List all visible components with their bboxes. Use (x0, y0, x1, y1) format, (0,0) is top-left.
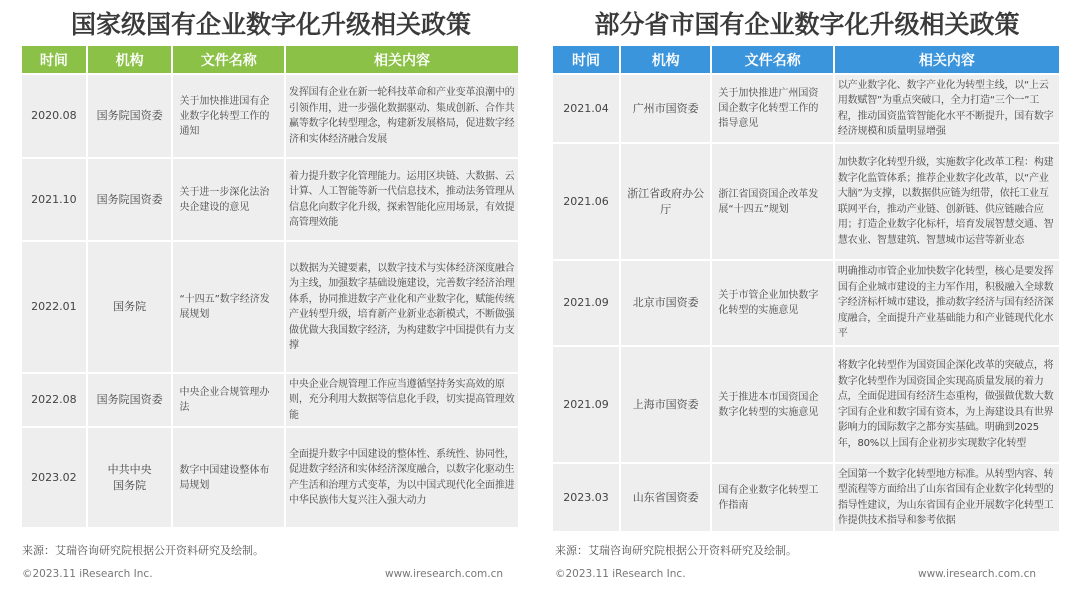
table-row (22, 75, 518, 157)
cell-org: 浙江省政府办公厅 (621, 144, 710, 259)
cell-time: 2023.03 (553, 464, 619, 531)
website-link[interactable]: www.iresearch.com.cn (385, 568, 504, 580)
source-note: 来源：艾瑞咨询研究院根据公开资料研究及绘制。 (555, 544, 797, 557)
cell-org: 国务院国资委 (88, 374, 172, 426)
source-note: 来源：艾瑞咨询研究院根据公开资料研究及绘制。 (22, 544, 264, 557)
cell-time: 2021.06 (553, 144, 619, 259)
website-link[interactable]: www.iresearch.com.cn (918, 568, 1037, 580)
cell-content: 着力提升数字化管理能力。运用区块链、大数据、云计算、人工智能等新一代信息技术，推动法务管理从信息化向数字化升级，探索智能化应用场景，有效提高管理效能 (286, 159, 518, 240)
cell-org: 国务院 (88, 242, 172, 372)
cell-time: 2021.04 (553, 75, 619, 142)
cell-doc: 浙江省国资国企改革发展“十四五”规划 (712, 144, 832, 259)
cell-time: 2022.08 (22, 374, 86, 426)
header-org: 机构 (88, 46, 172, 73)
cell-content: 全国第一个数字化转型地方标准。从转型内容、转型流程等方面给出了山东省国有企业数字化转型的指导性建议，为山东省国有企业开展数字化转型工作提供技术指导和参考依据 (835, 464, 1059, 531)
header-time: 时间 (553, 46, 619, 73)
cell-doc: 关于进一步深化法治央企建设的意见 (173, 159, 284, 240)
cell-doc: 关于市管企业加快数字化转型的实施意见 (712, 261, 832, 345)
header-doc: 文件名称 (173, 46, 284, 73)
national-policy-panel (22, 0, 520, 529)
cell-org: 国务院国资委 (88, 75, 172, 157)
header-doc: 文件名称 (712, 46, 832, 73)
table-row (553, 347, 1059, 462)
cell-time: 2022.01 (22, 242, 86, 372)
cell-doc: 中央企业合规管理办法 (173, 374, 284, 426)
table-row (22, 374, 518, 426)
table-row (553, 464, 1059, 531)
table-header-row (553, 46, 1059, 73)
cell-time: 2020.08 (22, 75, 86, 157)
cell-org: 北京市国资委 (621, 261, 710, 345)
cell-org: 中共中央 国务院 (88, 428, 172, 527)
cell-doc: “十四五”数字经济发展规划 (173, 242, 284, 372)
header-org: 机构 (621, 46, 710, 73)
table-row (553, 261, 1059, 345)
provincial-policy-panel (553, 0, 1061, 533)
header-content: 相关内容 (286, 46, 518, 73)
cell-org: 山东省国资委 (621, 464, 710, 531)
table-row (553, 144, 1059, 259)
cell-content: 明确推动市管企业加快数字化转型，核心是要发挥国有企业城市建设的主力军作用，积极融入全球数字经济标杆城市建设，推动数字经济与国有经济深度融合，全面提升产业基础能力和产业链现代化水平 (835, 261, 1059, 345)
national-policy-table (20, 44, 520, 529)
provincial-policy-table (551, 44, 1061, 533)
cell-content: 全面提升数字中国建设的整体性、系统性、协同性，促进数字经济和实体经济深度融合，以数字化驱动生产生活和治理方式变革，为以中国式现代化全面推进中华民族伟大复兴注入强大动力 (286, 428, 518, 527)
table-header-row (22, 46, 518, 73)
cell-time: 2021.09 (553, 347, 619, 462)
cell-content: 加快数字化转型升级，实施数字化改革工程：构建数字化监管体系；推荐企业数字化改革，以“产业大脑”为支撑，以数据供应链为纽带，依托工业互联网平台，推动产业链、创新链、供应链融合应用；打造企业数字化标杆，培育发展智慧交通、智慧农业、智慧建筑、智慧城市运营等新业态 (835, 144, 1059, 259)
cell-org: 国务院国资委 (88, 159, 172, 240)
table-row (553, 75, 1059, 142)
cell-content: 中央企业合规管理工作应当遵循坚持务实高效的原则，充分利用大数据等信息化手段，切实提高管理效能 (286, 374, 518, 426)
table-row (22, 242, 518, 372)
cell-doc: 数字中国建设整体布局规划 (173, 428, 284, 527)
cell-doc: 关于推进本市国资国企数字化转型的实施意见 (712, 347, 832, 462)
copyright: ©2023.11 iResearch Inc. (555, 568, 686, 580)
cell-doc: 关于加快推进国有企业数字化转型工作的通知 (173, 75, 284, 157)
cell-content: 以产业数字化、数字产业化为转型主线，以“上云用数赋智”为重点突破口，全力打造“三个一”工程，推动国资监管智能化水平不断提升，国有数字经济规模和质量明显增强 (835, 75, 1059, 142)
cell-time: 2021.10 (22, 159, 86, 240)
cell-doc: 关于加快推进广州国资国企数字化转型工作的指导意见 (712, 75, 832, 142)
cell-content: 以数据为关键要素，以数字技术与实体经济深度融合为主线，加强数字基础设施建设，完善数字经济治理体系，协同推进数字产业化和产业数字化，赋能传统产业转型升级，培育新产业新业态新模式，不断做强做优做大我国数字经济，为构建数字中国提供有力支撑 (286, 242, 518, 372)
cell-time: 2023.02 (22, 428, 86, 527)
cell-org: 上海市国资委 (621, 347, 710, 462)
copyright: ©2023.11 iResearch Inc. (22, 568, 153, 580)
cell-content: 发挥国有企业在新一轮科技革命和产业变革浪潮中的引领作用，进一步强化数据驱动、集成创新、合作共赢等数字化转型理念，构建新发展格局，促进数字经济和实体经济融合发展 (286, 75, 518, 157)
cell-org: 广州市国资委 (621, 75, 710, 142)
cell-time: 2021.09 (553, 261, 619, 345)
header-time: 时间 (22, 46, 86, 73)
panel-title: 国家级国有企业数字化升级相关政策 (70, 10, 471, 39)
header-content: 相关内容 (835, 46, 1059, 73)
table-row (22, 428, 518, 527)
cell-content: 将数字化转型作为国资国企深化改革的突破点，将数字化转型作为国资国企实现高质量发展的着力点，全面促进国有经济生态重构，做强做优数大数字国有企业和数字国有资本，为上海建设具有世界影响力的国际数字之都夯实基础。明确到2025年，80%以上国有企业初步实现数字化转型 (835, 347, 1059, 462)
table-row (22, 159, 518, 240)
panel-title: 部分省市国有企业数字化升级相关政策 (594, 10, 1020, 39)
cell-doc: 国有企业数字化转型工作指南 (712, 464, 832, 531)
